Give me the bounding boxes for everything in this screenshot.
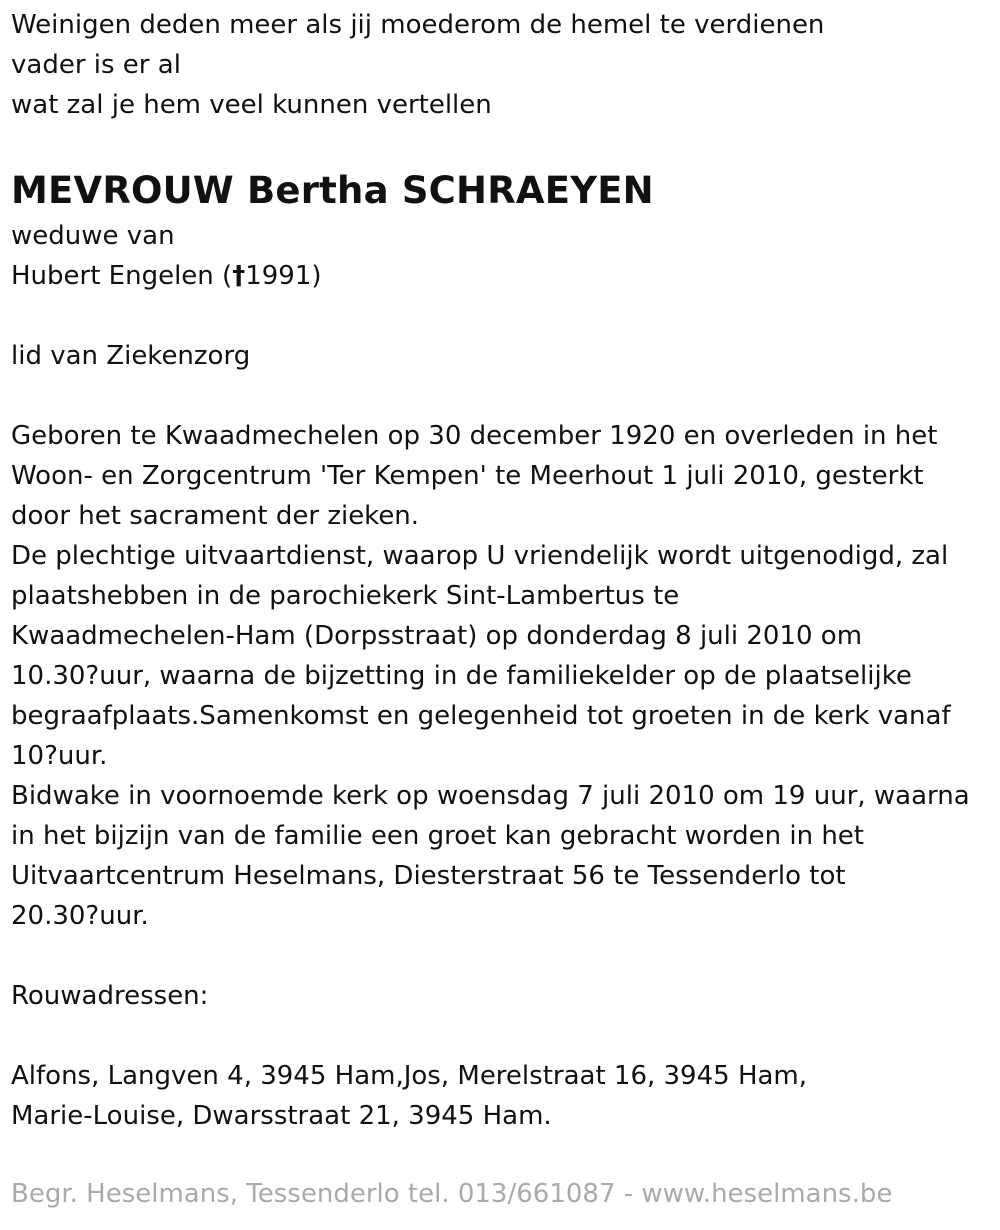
body-line: 20.30?uur. <box>11 901 149 931</box>
body-line: 10.30?uur, waarna de bijzetting in de familiekelder op de plaatselijke <box>11 661 912 691</box>
body-line: 10?uur. <box>11 741 108 771</box>
body-line: Uitvaartcentrum Heselmans, Diesterstraat 56 te Tessenderlo tot <box>11 861 846 891</box>
body-line: begraafplaats.Samenkomst en gelegenheid tot groeten in de kerk vanaf <box>11 701 951 731</box>
spouse-line <box>11 256 991 296</box>
obituary-document <box>11 0 991 1136</box>
address-line: Marie-Louise, Dwarsstraat 21, 3945 Ham. <box>11 1101 552 1131</box>
poem-line: wat zal je hem veel kunnen vertellen <box>11 90 492 120</box>
addresses-block <box>11 1056 991 1136</box>
funeral-home-footer: Begr. Heselmans, Tessenderlo tel. 013/661087 - www.heselmans.be <box>11 1179 893 1209</box>
spouse-death-year: 1991) <box>245 261 322 291</box>
body-line: Bidwake in voornoemde kerk op woensdag 7 juli 2010 om 19 uur, waarna <box>11 781 970 811</box>
body-line: plaatshebben in de parochiekerk Sint-Lambertus te <box>11 581 680 611</box>
poem-block <box>11 0 991 125</box>
body-line: door het sacrament der zieken. <box>11 501 420 531</box>
body-line: De plechtige uitvaartdienst, waarop U vriendelijk wordt uitgenodigd, zal <box>11 541 949 571</box>
deceased-name: MEVROUW Bertha SCHRAEYEN <box>11 169 654 212</box>
poem-line: vader is er al <box>11 50 181 80</box>
address-line: Alfons, Langven 4, 3945 Ham,Jos, Merelstraat 16, 3945 Ham, <box>11 1061 808 1091</box>
poem-line: Weinigen deden meer als jij moederom de hemel te verdienen <box>11 10 825 40</box>
spacer <box>11 936 991 976</box>
spacer <box>11 296 991 336</box>
spouse-name: Hubert Engelen ( <box>11 261 233 291</box>
spacer <box>11 1016 991 1056</box>
addresses-heading: Rouwadressen: <box>11 981 209 1011</box>
cross-icon: † <box>232 261 246 291</box>
body-line: Kwaadmechelen-Ham (Dorpsstraat) op donderdag 8 juli 2010 om <box>11 621 863 651</box>
spacer <box>11 376 991 416</box>
body-line: Woon- en Zorgcentrum 'Ter Kempen' te Meerhout 1 juli 2010, gesterkt <box>11 461 924 491</box>
body-line: in het bijzijn van de familie een groet kan gebracht worden in het <box>11 821 864 851</box>
widow-label: weduwe van <box>11 221 175 251</box>
announcement-body <box>11 416 991 936</box>
body-line: Geboren te Kwaadmechelen op 30 december 1920 en overleden in het <box>11 421 938 451</box>
membership-line: lid van Ziekenzorg <box>11 341 251 371</box>
